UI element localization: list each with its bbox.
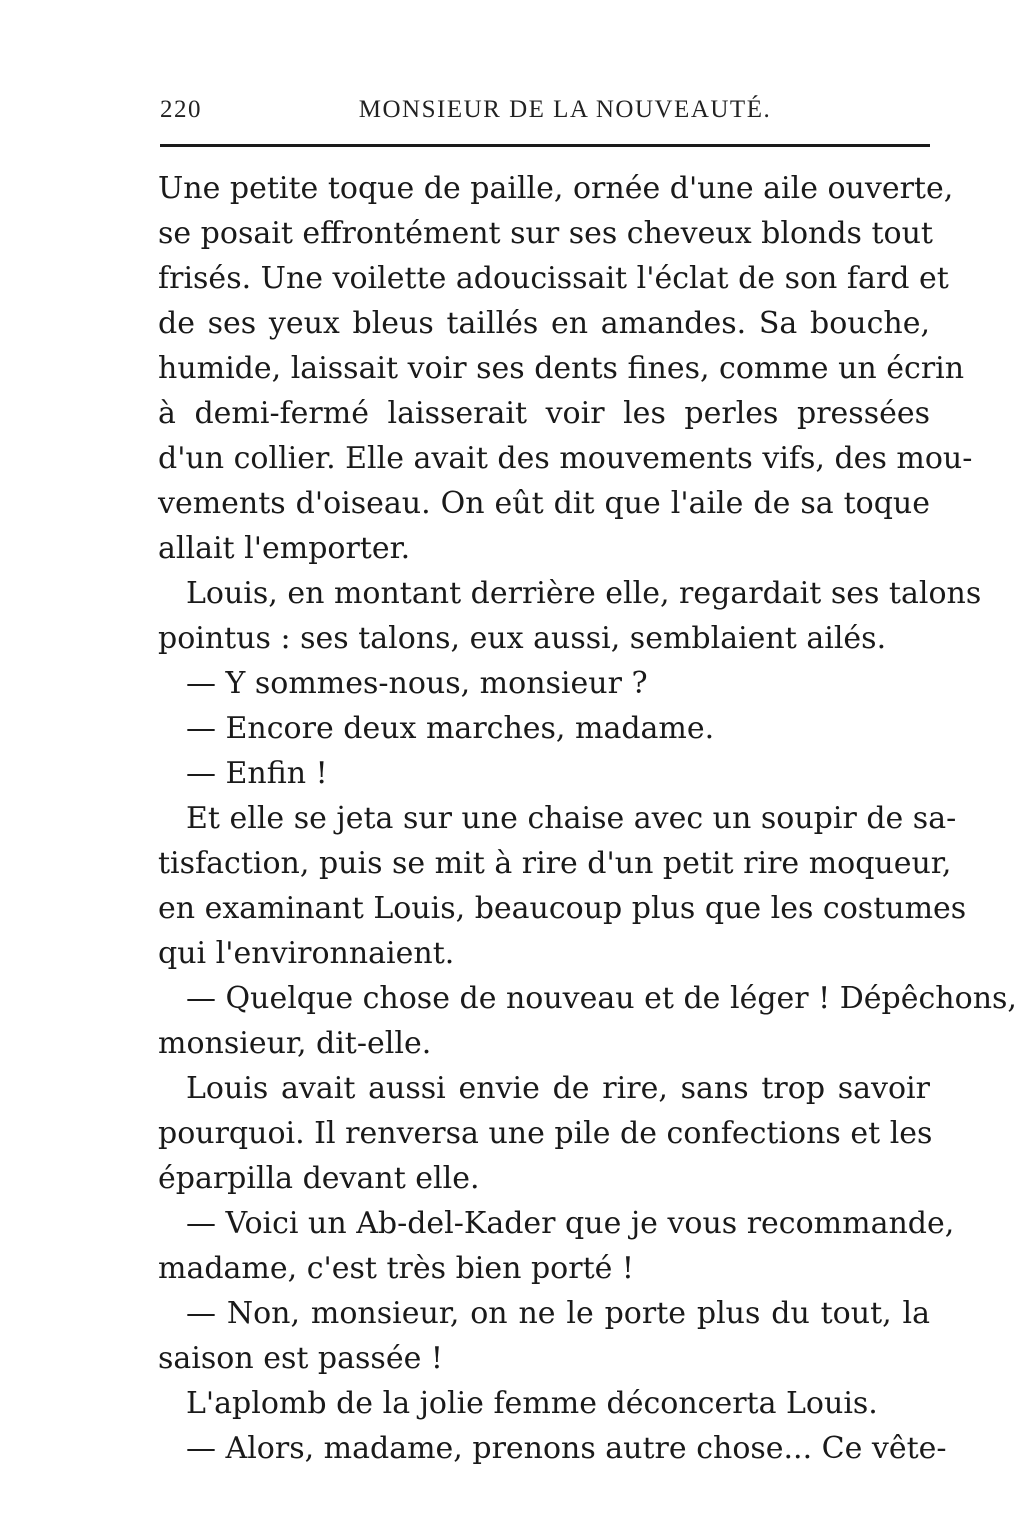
text-line: se posait effrontément sur ses cheveux blonds tout bbox=[158, 216, 933, 251]
text-line: qui l'environnaient. bbox=[158, 936, 455, 971]
dialogue-line: — Encore deux marches, madame. bbox=[186, 711, 715, 746]
text-line: à demi-fermé laisserait voir les perles pressées bbox=[158, 396, 930, 431]
running-head bbox=[160, 96, 930, 136]
text-line: allait l'emporter. bbox=[158, 531, 411, 566]
dialogue-line: — Quelque chose de nouveau et de léger ! Dépêchons, bbox=[186, 981, 1017, 1016]
dialogue-line: — Alors, madame, prenons autre chose... Ce vête- bbox=[186, 1431, 947, 1466]
page-number: 220 bbox=[160, 96, 202, 123]
text-line: L'aplomb de la jolie femme déconcerta Louis. bbox=[186, 1386, 878, 1421]
header-rule bbox=[160, 144, 930, 147]
text-line: vements d'oiseau. On eût dit que l'aile de sa toque bbox=[158, 486, 930, 521]
text-line: Et elle se jeta sur une chaise avec un soupir de sa- bbox=[186, 801, 957, 836]
dialogue-line: — Y sommes-nous, monsieur ? bbox=[186, 666, 648, 701]
text-line: pointus : ses talons, eux aussi, semblaient ailés. bbox=[158, 621, 887, 656]
dialogue-line: — Enfin ! bbox=[186, 756, 328, 791]
dialogue-line: — Voici un Ab-del-Kader que je vous recommande, bbox=[186, 1206, 955, 1241]
text-line: saison est passée ! bbox=[158, 1341, 443, 1376]
running-title: MONSIEUR DE LA NOUVEAUTÉ. bbox=[358, 96, 772, 123]
text-line: Louis avait aussi envie de rire, sans trop savoir bbox=[186, 1071, 930, 1106]
text-line: d'un collier. Elle avait des mouvements vifs, des mou- bbox=[158, 441, 973, 476]
body-text bbox=[158, 166, 1017, 1471]
text-line: Louis, en montant derrière elle, regardait ses talons bbox=[186, 576, 982, 611]
text-line: frisés. Une voilette adoucissait l'éclat de son fard et bbox=[158, 261, 949, 296]
text-line: tisfaction, puis se mit à rire d'un petit rire moqueur, bbox=[158, 846, 952, 881]
text-line: de ses yeux bleus taillés en amandes. Sa bouche, bbox=[158, 306, 930, 341]
text-line: pourquoi. Il renversa une pile de confections et les bbox=[158, 1116, 933, 1151]
text-line: en examinant Louis, beaucoup plus que les costumes bbox=[158, 891, 967, 926]
text-line: madame, c'est très bien porté ! bbox=[158, 1251, 634, 1286]
text-line: humide, laissait voir ses dents fines, comme un écrin bbox=[158, 351, 965, 386]
text-line: éparpilla devant elle. bbox=[158, 1161, 480, 1196]
dialogue-line: — Non, monsieur, on ne le porte plus du tout, la bbox=[186, 1296, 930, 1331]
text-line: Une petite toque de paille, ornée d'une aile ouverte, bbox=[158, 171, 954, 206]
text-line: monsieur, dit-elle. bbox=[158, 1026, 432, 1061]
